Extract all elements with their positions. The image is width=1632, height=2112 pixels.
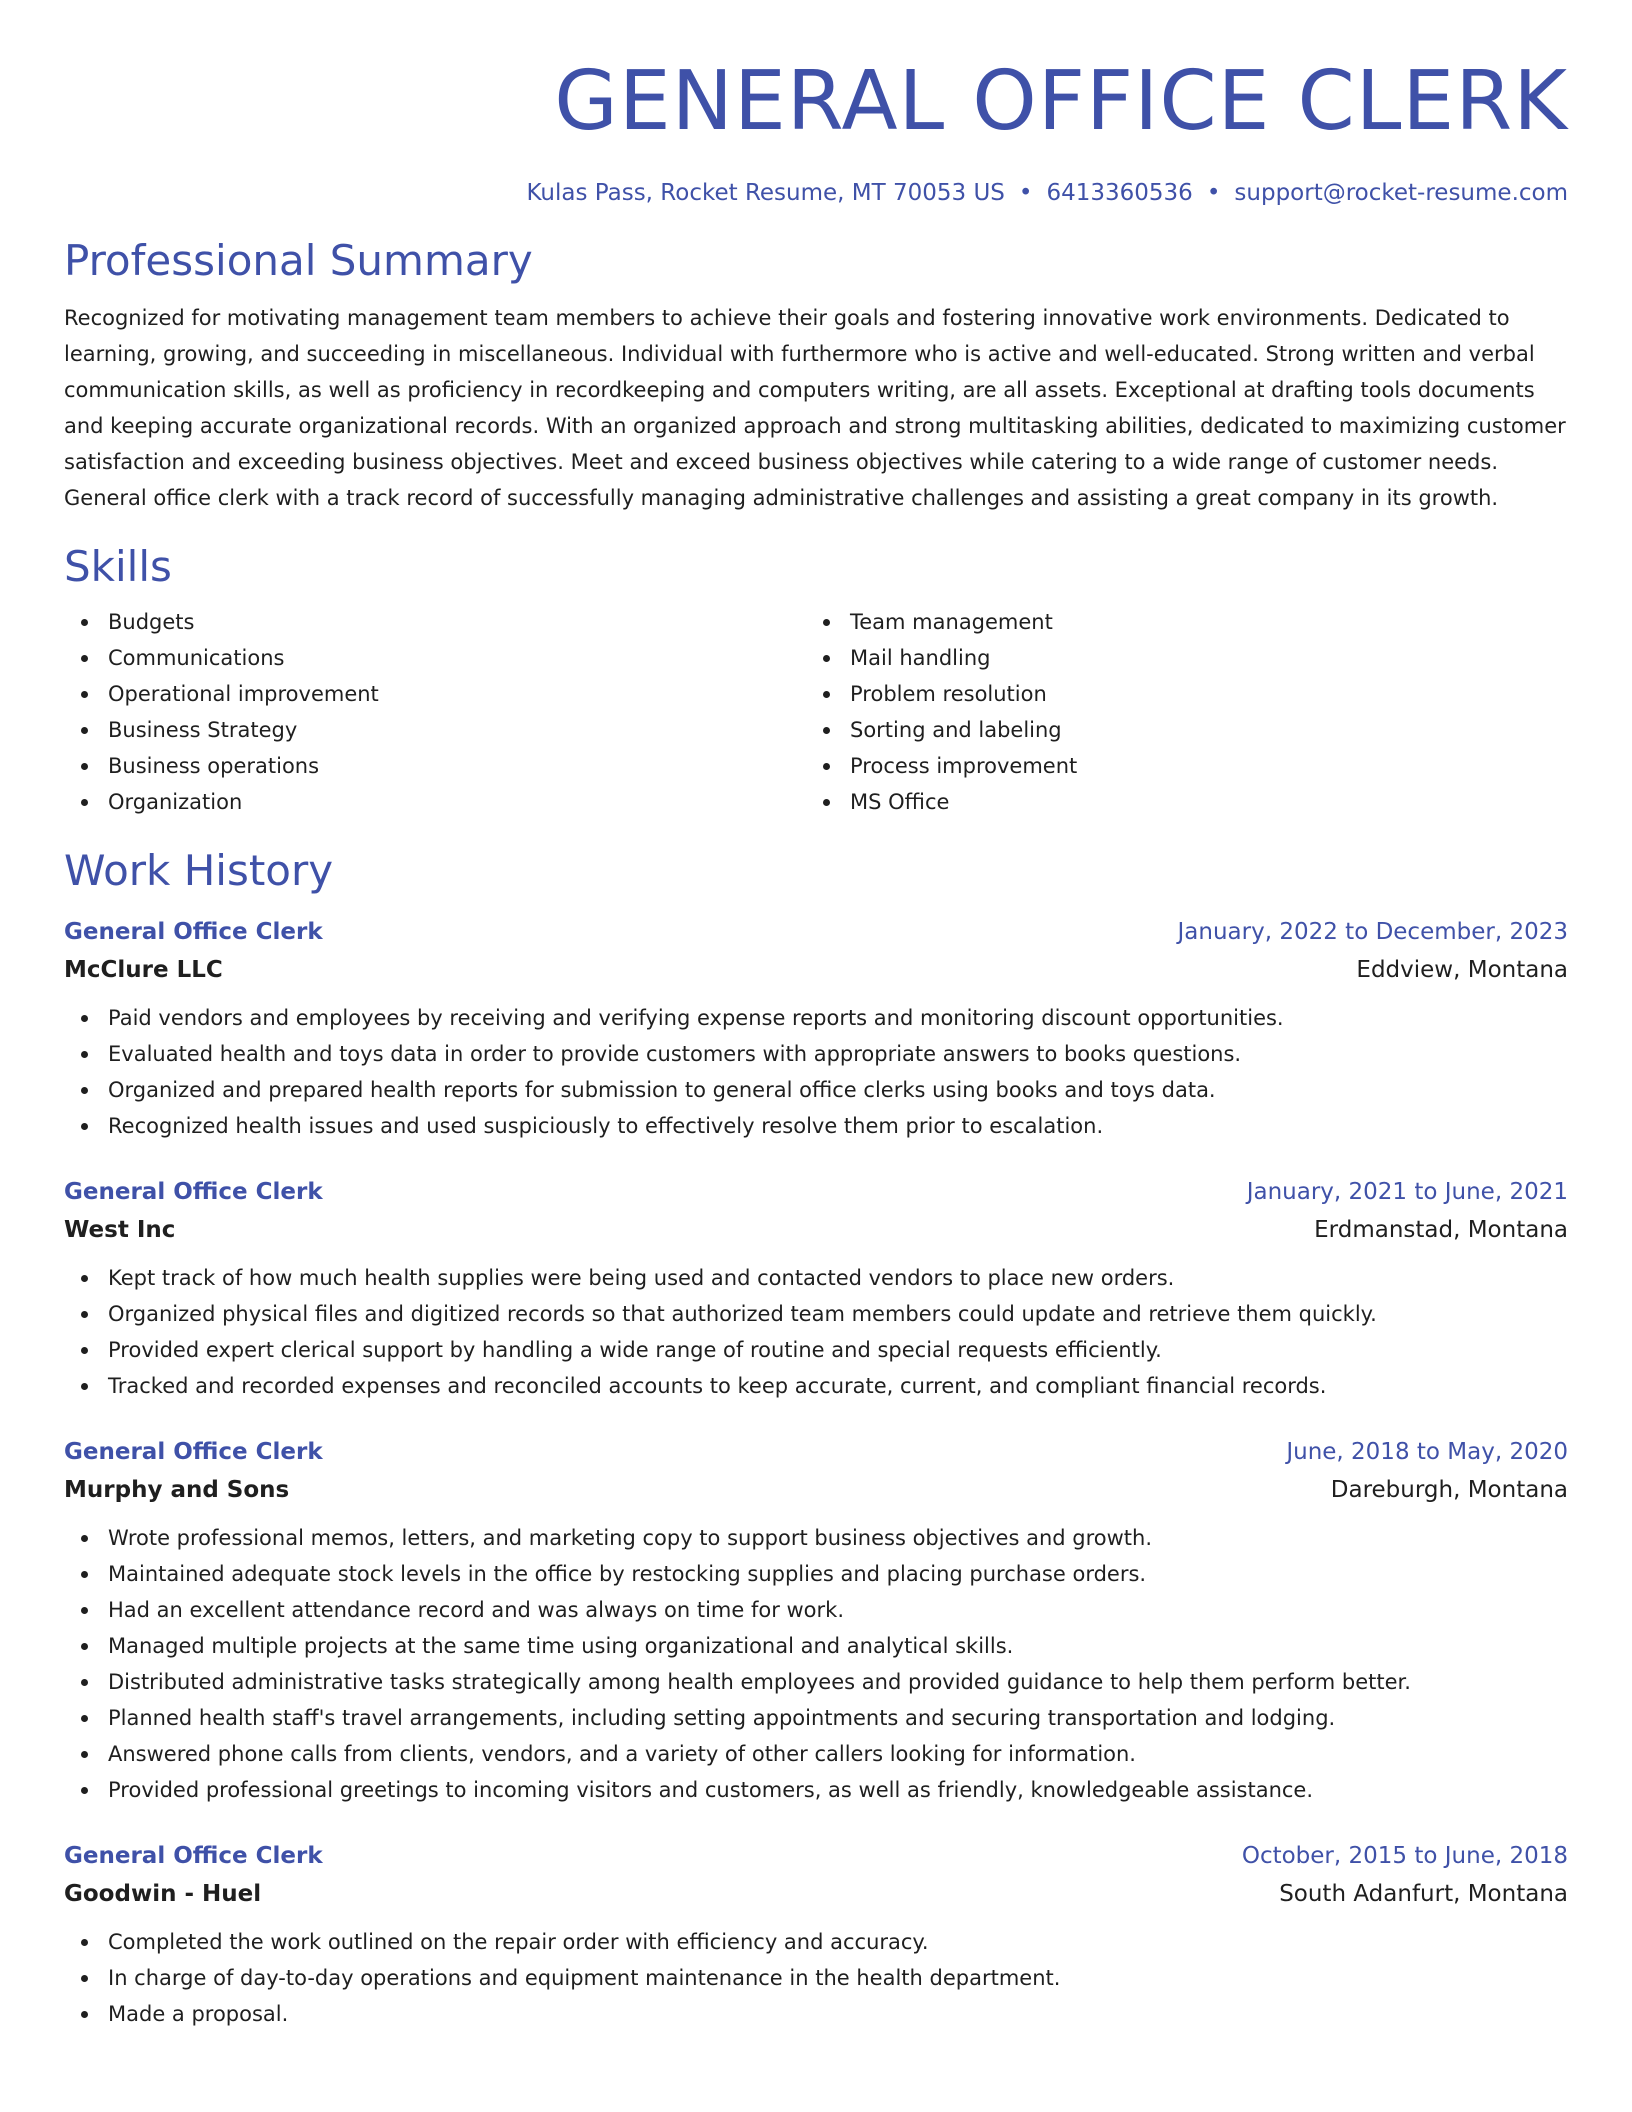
summary-heading: Professional Summary xyxy=(64,236,533,285)
job-bullet: Recognized health issues and used suspiciously to effectively resolve them prior to escalation. xyxy=(64,1108,1568,1144)
job-dates: January, 2021 to June, 2021 xyxy=(1246,1179,1568,1205)
job-company-row xyxy=(64,1470,1568,1510)
job-bullet: Provided expert clerical support by handling a wide range of routine and special requests efficiently. xyxy=(64,1332,1568,1368)
job-company: McClure LLC xyxy=(64,957,223,983)
skills-list-left xyxy=(64,604,806,820)
job-bullet: Paid vendors and employees by receiving and verifying expense reports and monitoring discount opportunities. xyxy=(64,1000,1568,1036)
work-history-heading: Work History xyxy=(64,846,334,895)
job-bullet: Maintained adequate stock levels in the office by restocking supplies and placing purchase orders. xyxy=(64,1556,1568,1592)
job-title-row xyxy=(64,914,1568,950)
job-bullet: Tracked and recorded expenses and reconciled accounts to keep accurate, current, and compliant financial records. xyxy=(64,1368,1568,1404)
skill-item: Business Strategy xyxy=(64,712,806,748)
job-bullets xyxy=(64,1924,1568,2032)
job-location: Dareburgh, Montana xyxy=(1330,1477,1568,1503)
skills-section xyxy=(64,542,1568,820)
job-bullets xyxy=(64,1000,1568,1144)
job-location: South Adanfurt, Montana xyxy=(1279,1881,1568,1907)
job-company: Goodwin - Huel xyxy=(64,1881,262,1907)
contact-separator: • xyxy=(1206,180,1221,206)
skill-item: Problem resolution xyxy=(806,676,1548,712)
job-title: General Office Clerk xyxy=(64,1179,323,1205)
job-bullet: Provided professional greetings to incoming visitors and customers, as well as friendly, knowledgeable assistance. xyxy=(64,1772,1568,1808)
job-entry xyxy=(64,1174,1568,1404)
job-entry xyxy=(64,914,1568,1144)
job-bullet: Answered phone calls from clients, vendors, and a variety of other callers looking for information. xyxy=(64,1736,1568,1772)
job-entry xyxy=(64,1838,1568,2032)
summary-text: Recognized for motivating management team members to achieve their goals and fostering innovative work environments. Dedicated to learning, growing, and succeeding in miscellaneous. Individual with furthermore who is active and well-educated. Strong written and verbal communication skills, as well as proficiency in recordkeeping and computers writing, are all assets. Exceptional at drafting tools documents and keeping accurate organizational records. With an organized approach and strong multitasking abilities, dedicated to maximizing customer satisfaction and exceeding business objectives. Meet and exceed business objectives while catering to a wide range of customer needs. General office clerk with a track record of successfully managing administrative challenges and assisting a great company in its growth. xyxy=(64,306,1566,510)
job-bullets xyxy=(64,1260,1568,1404)
job-company-row xyxy=(64,1210,1568,1250)
job-company: Murphy and Sons xyxy=(64,1477,290,1503)
job-dates: January, 2022 to December, 2023 xyxy=(1177,919,1568,945)
job-bullet: Wrote professional memos, letters, and marketing copy to support business objectives and growth. xyxy=(64,1520,1568,1556)
resume-header xyxy=(64,0,1568,208)
contact-separator: • xyxy=(1018,180,1033,206)
contact-email[interactable]: support@rocket-resume.com xyxy=(1234,180,1568,206)
job-dates: June, 2018 to May, 2020 xyxy=(1286,1439,1568,1465)
job-bullet: Made a proposal. xyxy=(64,1996,1568,2032)
job-dates: October, 2015 to June, 2018 xyxy=(1241,1843,1568,1869)
job-title: General Office Clerk xyxy=(64,919,323,945)
job-title: General Office Clerk xyxy=(64,1843,323,1869)
job-entry xyxy=(64,1434,1568,1808)
job-location: Eddview, Montana xyxy=(1356,957,1568,983)
contact-address: Kulas Pass, Rocket Resume, MT 70053 US xyxy=(526,180,1005,206)
job-title: General Office Clerk xyxy=(64,1439,323,1465)
skills-list-right xyxy=(806,604,1548,820)
job-title-row xyxy=(64,1838,1568,1874)
job-bullet: Planned health staff's travel arrangements, including setting appointments and securing transportation and lodging. xyxy=(64,1700,1568,1736)
job-bullet: Organized and prepared health reports for submission to general office clerks using books and toys data. xyxy=(64,1072,1568,1108)
contact-phone[interactable]: 6413360536 xyxy=(1046,180,1193,206)
resume-name: GENERAL OFFICE CLERK xyxy=(554,54,1568,149)
skill-item: Business operations xyxy=(64,748,806,784)
skill-item: Budgets xyxy=(64,604,806,640)
skill-item: Process improvement xyxy=(806,748,1548,784)
skill-item: Mail handling xyxy=(806,640,1548,676)
job-bullets xyxy=(64,1520,1568,1808)
job-location: Erdmanstad, Montana xyxy=(1314,1217,1568,1243)
contact-line xyxy=(64,178,1568,208)
job-bullet: Kept track of how much health supplies were being used and contacted vendors to place new orders. xyxy=(64,1260,1568,1296)
skill-item: Operational improvement xyxy=(64,676,806,712)
job-company-row xyxy=(64,950,1568,990)
job-bullet: Distributed administrative tasks strategically among health employees and provided guidance to help them perform better. xyxy=(64,1664,1568,1700)
job-bullet: Evaluated health and toys data in order to provide customers with appropriate answers to books questions. xyxy=(64,1036,1568,1072)
job-bullet: Managed multiple projects at the same time using organizational and analytical skills. xyxy=(64,1628,1568,1664)
job-title-row xyxy=(64,1174,1568,1210)
skill-item: Organization xyxy=(64,784,806,820)
skills-heading: Skills xyxy=(64,542,172,591)
work-history-section xyxy=(64,846,1568,2032)
job-bullet: Organized physical files and digitized records so that authorized team members could update and retrieve them quickly. xyxy=(64,1296,1568,1332)
skill-item: Sorting and labeling xyxy=(806,712,1548,748)
job-company: West Inc xyxy=(64,1217,176,1243)
job-bullet: Completed the work outlined on the repair order with efficiency and accuracy. xyxy=(64,1924,1568,1960)
skill-item: Team management xyxy=(806,604,1548,640)
job-title-row xyxy=(64,1434,1568,1470)
skill-item: Communications xyxy=(64,640,806,676)
summary-section xyxy=(64,236,1568,516)
skill-item: MS Office xyxy=(806,784,1548,820)
job-company-row xyxy=(64,1874,1568,1914)
job-bullet: Had an excellent attendance record and was always on time for work. xyxy=(64,1592,1568,1628)
job-bullet: In charge of day-to-day operations and equipment maintenance in the health department. xyxy=(64,1960,1568,1996)
skills-columns xyxy=(64,604,1568,820)
